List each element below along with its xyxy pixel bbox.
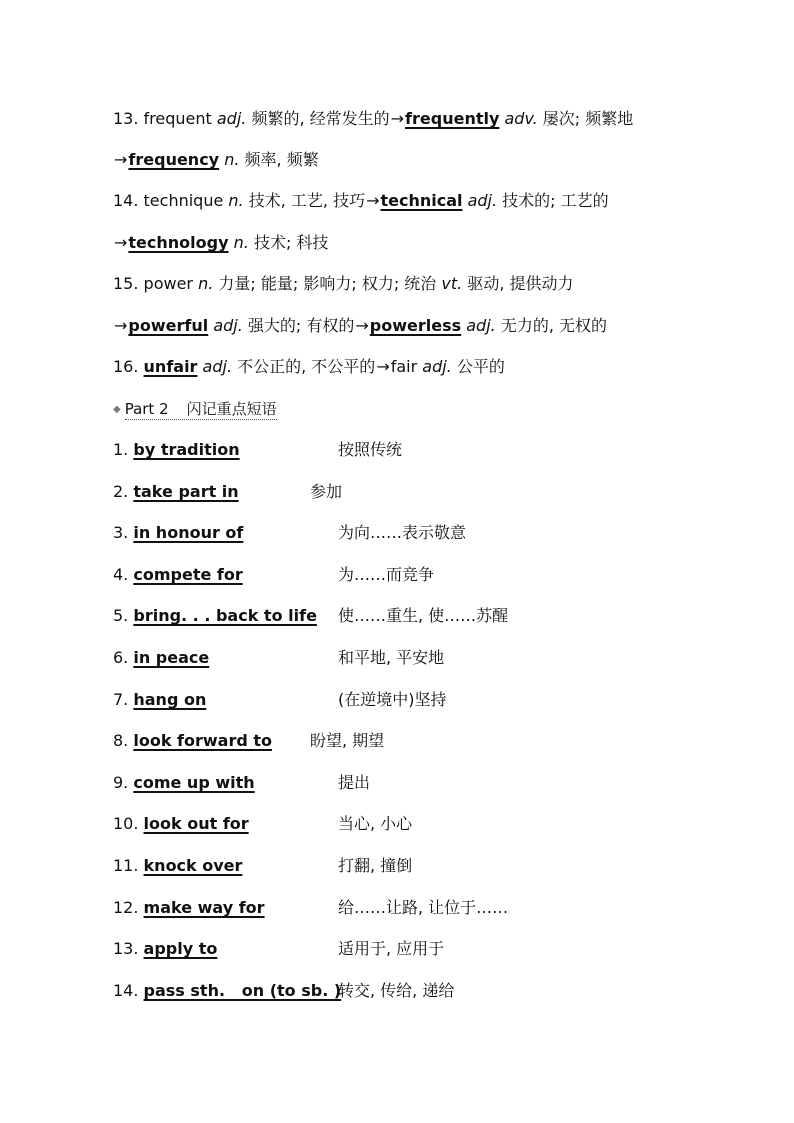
arrow-right-icon: → bbox=[114, 150, 128, 169]
arrow-right-icon: → bbox=[366, 191, 380, 210]
phrase-row bbox=[113, 647, 673, 669]
vocab-text: 力量; 能量; 影响力; 权力; 统治 bbox=[213, 274, 442, 293]
phrase-english bbox=[113, 689, 206, 711]
phrase-number: 14. bbox=[113, 981, 144, 1000]
diamond-bullet-icon: ◆ bbox=[113, 404, 121, 415]
phrase-number: 6. bbox=[113, 648, 134, 667]
phrase-row bbox=[113, 689, 673, 711]
phrase-chinese: 按照传统 bbox=[338, 440, 403, 459]
part-of-speech: n. bbox=[224, 150, 240, 169]
part-of-speech: vt. bbox=[441, 274, 463, 293]
vocab-answer: frequently bbox=[405, 109, 500, 128]
phrase-chinese: 参加 bbox=[310, 482, 343, 501]
phrase-number: 12. bbox=[113, 898, 144, 917]
phrase-chinese: 使……重生, 使……苏醒 bbox=[338, 606, 509, 625]
part-of-speech: adv. bbox=[504, 109, 538, 128]
phrase-answer: look out for bbox=[143, 814, 249, 833]
phrase-number: 3. bbox=[113, 523, 134, 542]
vocab-line bbox=[113, 273, 574, 295]
phrase-answer: come up with bbox=[133, 773, 255, 792]
vocab-answer: technology bbox=[128, 233, 229, 252]
phrase-answer: hang on bbox=[133, 690, 207, 709]
part-of-speech: n. bbox=[233, 233, 249, 252]
vocab-text: 技术的; 工艺的 bbox=[497, 191, 609, 210]
phrase-chinese: 给……让路, 让位于…… bbox=[338, 898, 509, 917]
phrase-number: 2. bbox=[113, 482, 134, 501]
vocab-text: 16. bbox=[113, 357, 144, 376]
phrase-english bbox=[113, 855, 242, 877]
part-of-speech: n. bbox=[228, 191, 244, 210]
vocab-line bbox=[113, 232, 328, 254]
phrase-english bbox=[113, 564, 243, 586]
vocab-text: fair bbox=[390, 357, 423, 376]
vocab-text: 强大的; 有权的 bbox=[242, 316, 355, 335]
vocab-text: 14. technique bbox=[113, 191, 229, 210]
phrase-answer: by tradition bbox=[133, 440, 240, 459]
phrase-row bbox=[113, 980, 673, 1002]
part-of-speech: adj. bbox=[467, 191, 498, 210]
phrase-row bbox=[113, 522, 673, 544]
arrow-right-icon: → bbox=[355, 316, 369, 335]
phrase-english bbox=[113, 730, 272, 752]
phrase-number: 4. bbox=[113, 565, 134, 584]
phrase-english bbox=[113, 980, 341, 1002]
phrase-chinese: 为向……表示敬意 bbox=[338, 523, 467, 542]
phrase-row bbox=[113, 439, 673, 461]
vocab-answer: technical bbox=[380, 191, 463, 210]
part-of-speech: adj. bbox=[213, 316, 243, 335]
phrase-chinese: 和平地, 平安地 bbox=[338, 648, 445, 667]
vocab-answer: unfair bbox=[143, 357, 198, 376]
phrase-chinese: 为……而竞争 bbox=[338, 565, 435, 584]
phrase-answer: knock over bbox=[143, 856, 243, 875]
part-of-speech: adj. bbox=[466, 316, 496, 335]
vocab-answer: powerful bbox=[128, 316, 209, 335]
vocab-text: 屡次; 频繁地 bbox=[537, 109, 634, 128]
phrase-row bbox=[113, 605, 673, 627]
phrase-english bbox=[113, 897, 265, 919]
phrase-row bbox=[113, 481, 673, 503]
phrase-english bbox=[113, 813, 249, 835]
phrase-row bbox=[113, 772, 673, 794]
phrase-english bbox=[113, 522, 243, 544]
phrase-answer: pass sth. on (to sb. ) bbox=[143, 981, 342, 1000]
vocab-text: 频率, 频繁 bbox=[239, 150, 319, 169]
vocab-text: 频繁的, 经常发生的 bbox=[246, 109, 390, 128]
phrase-english bbox=[113, 439, 240, 461]
phrase-number: 7. bbox=[113, 690, 134, 709]
phrase-english bbox=[113, 605, 317, 627]
vocab-line bbox=[113, 315, 607, 337]
vocab-text: 13. frequent bbox=[113, 109, 217, 128]
phrase-english bbox=[113, 772, 255, 794]
phrase-chinese: (在逆境中)坚持 bbox=[338, 690, 447, 709]
vocab-line bbox=[113, 108, 633, 130]
vocab-text: 不公正的, 不公平的 bbox=[232, 357, 376, 376]
phrase-chinese: 盼望, 期望 bbox=[310, 731, 385, 750]
vocab-line bbox=[113, 149, 319, 171]
arrow-right-icon: → bbox=[390, 109, 405, 128]
vocab-text: 无力的, 无权的 bbox=[495, 316, 608, 335]
arrow-right-icon: → bbox=[376, 357, 390, 376]
phrase-answer: apply to bbox=[143, 939, 218, 958]
part-of-speech: adj. bbox=[216, 109, 247, 128]
vocab-text: 技术, 工艺, 技巧 bbox=[243, 191, 366, 210]
phrase-number: 1. bbox=[113, 440, 134, 459]
vocab-answer: frequency bbox=[128, 150, 220, 169]
phrase-english bbox=[113, 481, 239, 503]
phrase-answer: bring. . . back to life bbox=[133, 606, 317, 625]
vocab-text: 公平的 bbox=[451, 357, 505, 376]
phrase-number: 10. bbox=[113, 814, 144, 833]
arrow-right-icon: → bbox=[114, 316, 128, 335]
phrase-chinese: 打翻, 撞倒 bbox=[338, 856, 413, 875]
part-of-speech: n. bbox=[198, 274, 214, 293]
phrase-number: 9. bbox=[113, 773, 134, 792]
phrase-answer: in peace bbox=[133, 648, 210, 667]
phrase-number: 11. bbox=[113, 856, 144, 875]
vocab-line bbox=[113, 356, 505, 378]
phrase-answer: compete for bbox=[133, 565, 243, 584]
vocab-text: 技术; 科技 bbox=[248, 233, 329, 252]
phrase-row bbox=[113, 897, 673, 919]
phrase-chinese: 转交, 传给, 递给 bbox=[338, 981, 455, 1000]
phrase-row bbox=[113, 938, 673, 960]
phrase-answer: take part in bbox=[133, 482, 239, 501]
arrow-right-icon: → bbox=[114, 233, 128, 252]
phrase-row bbox=[113, 813, 673, 835]
part-of-speech: adj. bbox=[202, 357, 233, 376]
vocab-text: 15. power bbox=[113, 274, 199, 293]
vocab-line bbox=[113, 190, 609, 212]
phrase-row bbox=[113, 855, 673, 877]
phrase-number: 8. bbox=[113, 731, 134, 750]
phrase-chinese: 适用于, 应用于 bbox=[338, 939, 445, 958]
phrase-answer: look forward to bbox=[133, 731, 273, 750]
section-heading bbox=[113, 398, 277, 420]
phrase-row bbox=[113, 730, 673, 752]
phrase-answer: in honour of bbox=[133, 523, 244, 542]
phrase-number: 13. bbox=[113, 939, 144, 958]
phrase-english bbox=[113, 647, 209, 669]
phrase-number: 5. bbox=[113, 606, 134, 625]
section-label: Part 2 bbox=[124, 400, 169, 418]
vocab-answer: powerless bbox=[369, 316, 462, 335]
phrase-row bbox=[113, 564, 673, 586]
phrase-answer: make way for bbox=[143, 898, 265, 917]
phrase-chinese: 提出 bbox=[338, 773, 371, 792]
phrase-english bbox=[113, 938, 217, 960]
part-of-speech: adj. bbox=[422, 357, 452, 376]
phrase-chinese: 当心, 小心 bbox=[338, 814, 413, 833]
vocab-text: 驱动, 提供动力 bbox=[462, 274, 574, 293]
section-title: 闪记重点短语 bbox=[186, 400, 277, 418]
